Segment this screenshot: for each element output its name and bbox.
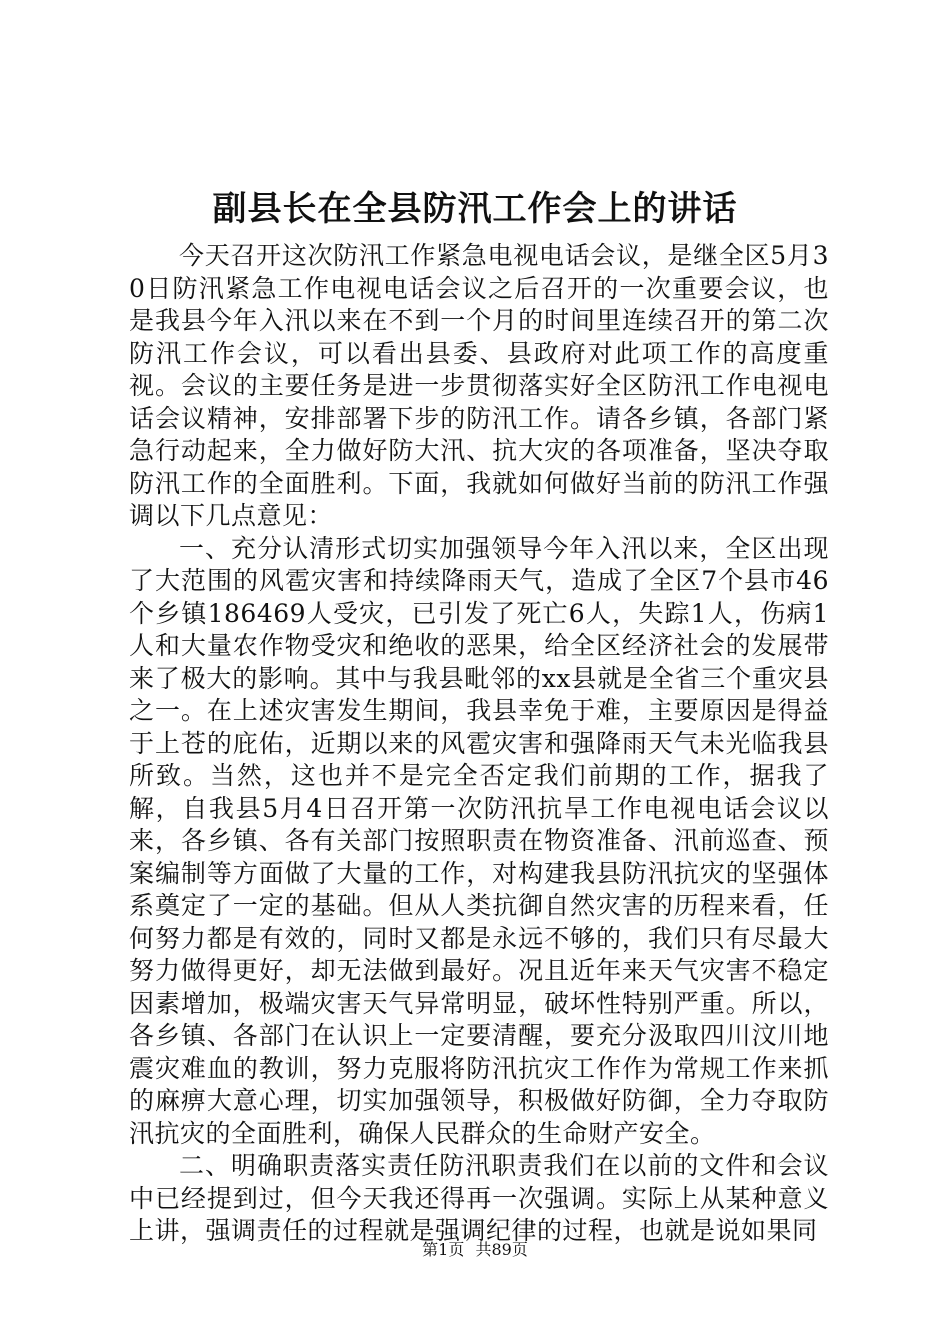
document-title: 副县长在全县防汛工作会上的讲话 [212,189,738,229]
paragraph-section-2: 二、明确职责落实责任防汛职责我们在以前的文件和会议中已经提到过，但今天我还得再一次强调。实际上从某种意义上讲，强调责任的过程就是强调纪律的过程，也就是说如果同 [129,1151,829,1245]
paragraph-intro: 今天召开这次防汛工作紧急电视电话会议，是继全区5月30日防汛紧急工作电视电话会议之后召开的一次重要会议，也是我县今年入汛以来在不到一个月的时间里连续召开的第二次防汛工作会议，可以看出县委、县政府对此项工作的高度重视。会议的主要任务是进一步贯彻落实好全区防汛工作电视电话会议精神，安排部署下步的防汛工作。请各乡镇，各部门紧急行动起来，全力做好防大汛、抗大灾的各项准备，坚决夺取防汛工作的全面胜利。下面，我就如何做好当前的防汛工作强调以下几点意见： [129,241,829,530]
paragraph-section-1: 一、充分认清形式切实加强领导今年入汛以来，全区出现了大范围的风雹灾害和持续降雨天气，造成了全区7个县市46个乡镇186469人受灾，已引发了死亡6人，失踪1人，伤病1人和大量农作物受灾和绝收的恶果，给全区经济社会的发展带来了极大的影响。其中与我县毗邻的xx县就是全省三个重灾县之一。在上述灾害发生期间，我县幸免于难，主要原因是得益于上苍的庇佑，近期以来的风雹灾害和强降雨天气未光临我县所致。当然，这也并不是完全否定我们前期的工作，据我了解，自我县5月4日召开第一次防汛抗旱工作电视电话会议以来，各乡镇、各有关部门按照职责在物资准备、汛前巡查、预案编制等方面做了大量的工作，对构建我县防汛抗灾的坚强体系奠定了一定的基础。但从人类抗御自然灾害的历程来看，任何努力都是有效的，同时又都是永远不够的，我们只有尽最大努力做得更好，却无法做到最好。况且近年来天气灾害不稳定因素增加，极端灾害天气异常明显，破坏性特别严重。所以，各乡镇、各部门在认识上一定要清醒，要充分汲取四川汶川地震灾难血的教训，努力克服将防汛抗灾工作作为常规工作来抓的麻痹大意心理，切实加强领导，积极做好防御，全力夺取防汛抗灾的全面胜利，确保人民群众的生命财产安全。 [129,533,829,1148]
page-total: 共89页 [475,1240,528,1259]
document-body [129,240,829,1248]
page-number: 第1页 [422,1240,465,1259]
page-footer [0,1240,950,1260]
